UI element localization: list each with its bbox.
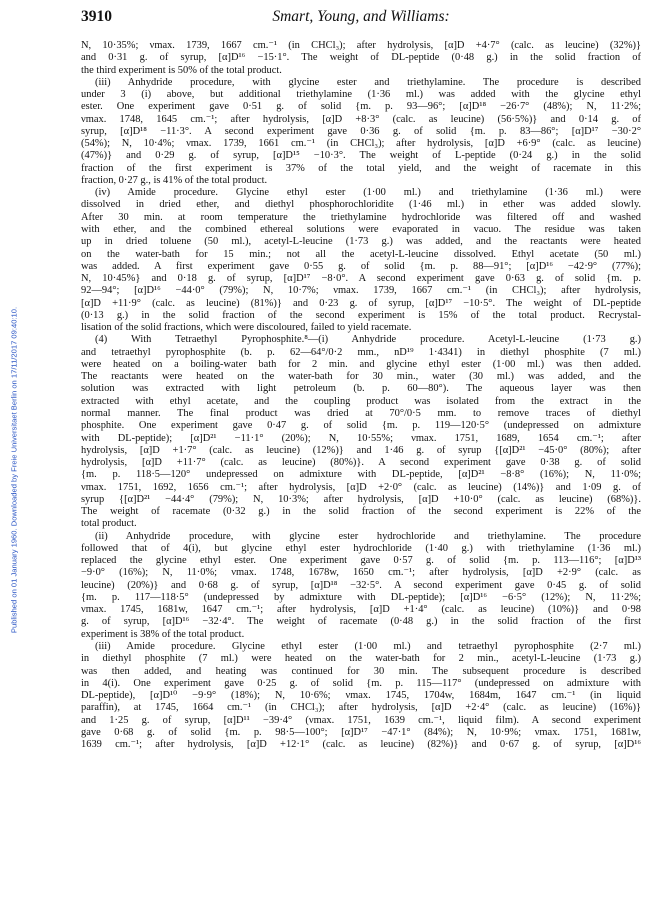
side-note [7,150,21,790]
text-line: was added. A first experiment gave 0·55 g. of solid {m. p. 88—91°; [α]D¹⁶ −42·9° (77%); [81,260,641,272]
text-line: normal manner. The final product was dried at 70°/0·5 mm. to remove traces of diethyl [81,407,641,419]
text-line: −9·0° (16%); N, 11·0%; νmax. 1748, 1678w, 1650 cm.⁻¹; after hydrolysis, [α]D +2·9° (calc. as [81,567,641,579]
text-line: (iii) Amide procedure. Glycine ethyl ester (1·00 ml.) and tetraethyl pyrophosphite (2·7 ml.) [95,641,641,653]
text-line: The reactants were heated on the water-bath for 30 min., water (30 ml.) was added, and the [81,371,641,383]
text-line: syrup {[α]D²¹ −44·4° (79%); N, 10·3%; after hydrolysis, [α]D +10·0° (calc. as leucine) (68%)}. [81,493,641,505]
text-line: in diethyl phosphite (7 ml.) were heated on the water-bath for 2 min., acetyl-L-leucine (1·73 g.) [81,653,641,665]
text-line: in 4(i). One experiment gave 0·25 g. of solid {m. p. 115—117° (undepressed on admixture with [81,677,641,689]
text-line: (iii) Anhydride procedure, with glycine ester and triethylamine. The procedure is described [95,76,641,88]
text-line: ester. One experiment gave 0·51 g. of solid {m. p. 93—96°; [α]D¹⁸ −26·7° (48%); N, 11·2%; [81,101,641,113]
text-line: {m. p. 117—118·5° (undepressed by admixture with DL-peptide); [α]D¹⁶ −6·5° (12%); N, 11·2%; [81,591,641,603]
text-line: lisation of the solid fractions, which were discoloured, failed to yield racemate. [81,322,412,334]
text-line: phosphite. One experiment gave 0·47 g. of solid {m. p. 119—120·5° (undepressed on admixture [81,420,641,432]
text-line: solution was extracted with light petroleum (b. p. 60—80°). The aqueous layer was then [81,383,641,395]
text-line: syrup, [α]D¹⁸ −11·3°. A second experiment gave 0·36 g. of solid {m. p. 83—86°; [α]D¹⁷ −30·2° [81,125,641,137]
text-line: (47%)} and 0·29 g. of syrup, [α]D¹⁵ −10·3°. The weight of L-peptide (0·24 g.) in the solid [81,150,641,162]
text-line: fraction, 0·27 g., is 41% of the total product. [81,174,268,186]
text-line: 1639 cm.⁻¹; after hydrolysis, [α]D +12·1° (calc. as leucine) (82%)} and 0·67 g. of syrup, [α]D¹⁶ [81,739,641,751]
text-line: gave 0·68 g. of solid {m. p. 98·5—100°; [α]D¹⁷ −47·1° (84%); N, 10·9%; νmax. 1751, 1681w, [81,726,641,738]
text-line: (4) With Tetraethyl Pyrophosphite.⁸—(i) Anhydride procedure. Acetyl-L-leucine (1·73 g.) [95,334,641,346]
text-line: and 1·25 g. of syrup, [α]D¹¹ −39·4° (νmax. 1751, 1639 cm.⁻¹, liquid film). A second experiment [81,714,641,726]
text-line: dissolved in dried ether, and diethyl phosphorochloridite (1·46 ml.) in ether was added slowly. [81,199,641,211]
text-line: was then added, and heating was continued for 30 min. The subsequent procedure is described [81,665,641,677]
running-title: Smart, Young, and Williams: [272,8,450,25]
text-line: with DL-peptide); [α]D²¹ −11·1° (20%); N, 10·55%; νmax. 1751, 1689, 1654 cm.⁻¹; after [81,432,641,444]
text-line: extracted with ethyl acetate, and the coupling product was isolated from the extract in the [81,395,641,407]
text-line: [α]D +11·9° (calc. as leucine) (81%)} and 0·23 g. of syrup, [α]D¹⁷ −10·5°. The weight of DL-peptide [81,297,641,309]
page-number: 3910 [81,8,112,25]
text-line: under 3 (i) above, but additional triethylamine (1·36 ml.) was added with the glycine ethyl [81,89,641,101]
text-line: (iv) Amide procedure. Glycine ethyl ester (1·00 ml.) and triethylamine (1·36 ml.) were [95,187,641,199]
text-line: N, 10·35%; νmax. 1739, 1667 cm.⁻¹ (in CHCl₃); after hydrolysis, [α]D +4·7° (calc. as leucine) (32%)} [81,40,641,51]
text-line: DL-peptide), [α]D¹⁰ −9·9° (18%); N, 10·6%; νmax. 1745, 1704w, 1684m, 1647 cm.⁻¹ (in liquid [81,690,641,702]
page-header [81,8,641,30]
text-line: paraffin), at 1745, 1664 cm.⁻¹ (in CHCl₃); after hydrolysis, [α]D +2·4° (calc. as leucine) (16%)} [81,702,641,714]
text-line: {m. p. 118·5—120° undepressed on admixture with DL-peptide, [α]D²¹ −8·8° (16%); N, 11·0%; [81,469,641,481]
text-line: with ether, and the combined ethereal solutions were evaporated in vacuo. The residue was taken [81,223,641,235]
text-line: (54%); N, 10·4%; νmax. 1739, 1661 cm.⁻¹ (in CHCl₃); after hydrolysis, [α]D +6·9° (calc. as leucine) [81,138,641,150]
text-line: 92—94°; [α]D¹⁶ −44·0° (79%); N, 10·7%; νmax. 1739, 1667 cm.⁻¹ (in CHCl₃); after hydrolysis, [81,285,641,297]
download-notice: Published on 01 January 1960. Downloaded by Freie Universitaet Berlin on 17/11/2017 09:40:10. [9,306,19,634]
text-line: replaced the glycine ethyl ester. One experiment gave 0·57 g. of solid {m. p. 113—116°; [α]D¹³ [81,555,641,567]
text-line: After 30 min. at room temperature the triethylamine hydrochloride was filtered off and washed [81,211,641,223]
text-line: The weight of racemate (0·32 g.) in the solid fraction of the second experiment is 22% of the [81,506,641,518]
text-line: N, 10·45%} and 0·18 g. of syrup, [α]D¹⁷ −8·0°. A second experiment gave 0·63 g. of solid {m. p. [81,273,641,285]
text-line: νmax. 1745, 1681w, 1647 cm.⁻¹; after hydrolysis, [α]D +1·4° (calc. as leucine) (10%)} and 0·98 [81,604,641,616]
text-line: experiment is 38% of the total product. [81,628,245,640]
text-line: and tetraethyl pyrophosphite (b. p. 62—64°/0·2 mm., nD¹⁹ 1·4341) in diethyl phosphite (7 ml.) [81,346,641,358]
text-line: were heated on a boiling-water bath for 2 min. and glycine ethyl ester (1·00 ml.) was then added. [81,358,641,370]
text-line: leucine) (20%)} and 0·68 g. of syrup, [α]D¹⁸ −32·5°. A second experiment gave 0·45 g. of solid [81,579,641,591]
body-text [81,40,641,751]
text-line: fraction of the first experiment is 37% of the total yield, and the weight of racemate in this [81,162,641,174]
text-line: hydrolysis, [α]D +1·7° (calc. as leucine) (12%)} and 1·46 g. of syrup {[α]D²¹ −45·0° (80%); after [81,444,641,456]
text-line: νmax. 1751, 1692, 1656 cm.⁻¹; after hydrolysis, [α]D +2·0° (calc. as leucine) (14%)} and 1·09 g. of [81,481,641,493]
text-line: (ii) Anhydride procedure, with glycine ester hydrochloride and triethylamine. The procedure [95,530,641,542]
text-line: g. of syrup, [α]D¹⁶ −32·4°. The weight of racemate (0·48 g.) in the solid fraction of the first [81,616,641,628]
text-line: and 0·31 g. of syrup, [α]D¹⁶ −15·1°. The weight of DL-peptide (0·48 g.) in the solid fraction of [81,52,641,64]
text-line: total product. [81,518,137,530]
text-line: on the water-bath for 15 min.; not all the acetyl-L-leucine dissolved. Ethyl acetate (50 ml.) [81,248,641,260]
text-line: the third experiment is 50% of the total product. [81,64,282,76]
text-line: hydrolysis, [α]D +11·7° (calc. as leucine) (80%)}. A second experiment gave 0·38 g. of solid [81,457,641,469]
text-line: (0·13 g.) in the solid fraction of the second experiment is 15% of the total product. Recrystal- [81,309,641,321]
text-line: followed that of 4(i), but glycine ethyl ester hydrochloride (1·40 g.) with triethylamine (1·36 ml.) [81,542,641,554]
text-line: up in dried toluene (50 ml.), acetyl-L-leucine (1·73 g.) was added, and the reactants were heated [81,236,641,248]
text-line: νmax. 1748, 1645 cm.⁻¹; after hydrolysis, [α]D +8·3° (calc. as leucine) (56·5%)} and 0·14 g. of [81,113,641,125]
